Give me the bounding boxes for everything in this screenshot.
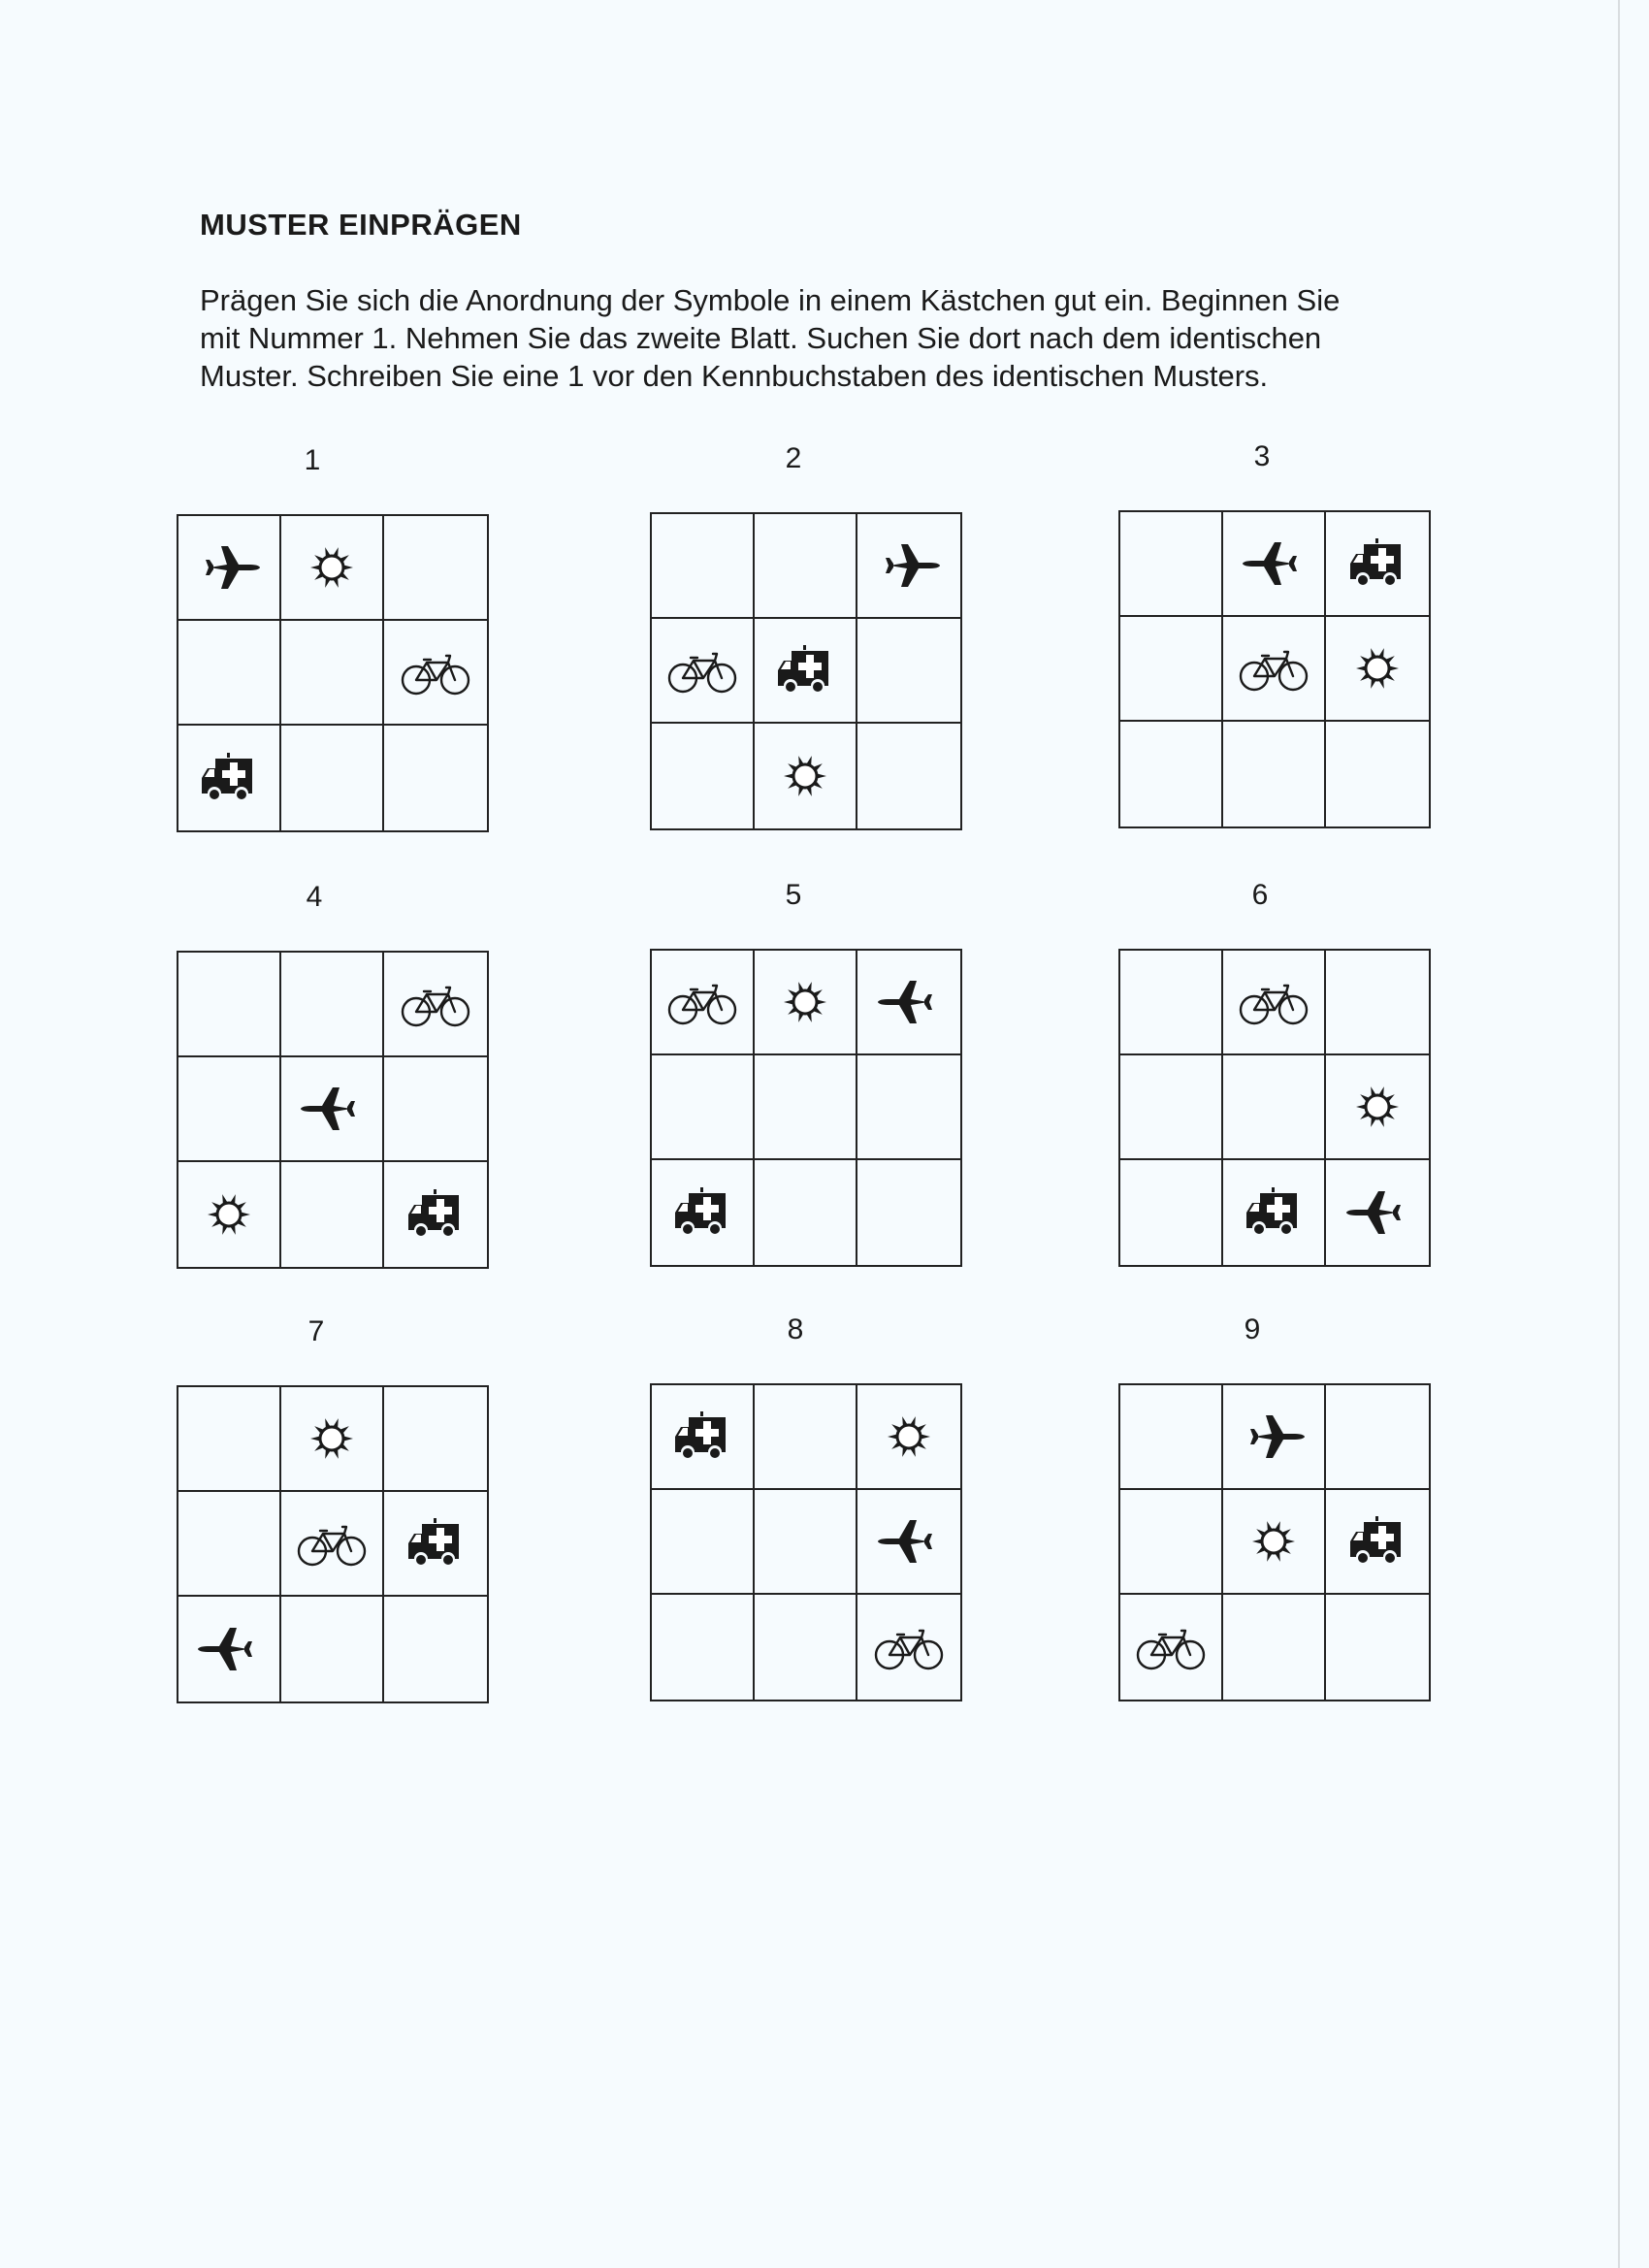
ambulance-icon — [395, 1514, 476, 1572]
bicycle-icon — [291, 1514, 372, 1572]
grid-cell — [1326, 1055, 1429, 1160]
grid-cell — [178, 1387, 281, 1492]
grid-cell — [755, 1595, 857, 1700]
grid-cell — [178, 1597, 281, 1701]
puzzle-number: 1 — [304, 444, 321, 476]
grid-cell — [178, 1057, 281, 1162]
symbol-grid — [177, 514, 489, 832]
grid-cell — [652, 1385, 755, 1490]
sun-icon — [764, 747, 846, 805]
bicycle-icon — [1233, 973, 1314, 1031]
symbol-grid — [650, 949, 962, 1267]
ambulance-icon — [1337, 535, 1418, 593]
grid-cell — [384, 1162, 487, 1267]
grid-cell — [652, 1490, 755, 1595]
grid-cell — [281, 621, 384, 726]
grid-cell — [1120, 512, 1223, 617]
grid-cell — [384, 1492, 487, 1597]
grid-cell — [384, 1597, 487, 1701]
grid-cell — [1326, 1160, 1429, 1265]
ambulance-icon — [662, 1408, 743, 1466]
symbol-grid — [650, 1383, 962, 1701]
grid-cell — [281, 1057, 384, 1162]
grid-cell — [755, 619, 857, 724]
airplane-left-icon — [868, 973, 950, 1031]
grid-cell — [857, 1490, 960, 1595]
grid-cell — [1223, 1160, 1326, 1265]
grid-cell — [281, 1387, 384, 1492]
page-title: MUSTER EINPRÄGEN — [200, 208, 522, 242]
grid-cell — [1223, 951, 1326, 1055]
grid-cell — [1120, 1055, 1223, 1160]
grid-cell — [1120, 1595, 1223, 1700]
bicycle-icon — [662, 973, 743, 1031]
symbol-grid — [1118, 1383, 1431, 1701]
grid-cell — [178, 953, 281, 1057]
grid-cell — [178, 726, 281, 830]
grid-cell — [755, 724, 857, 828]
grid-cell — [178, 1492, 281, 1597]
page-edge — [1618, 0, 1620, 2268]
grid-cell — [281, 953, 384, 1057]
grid-cell — [652, 951, 755, 1055]
bicycle-icon — [662, 641, 743, 699]
grid-cell — [1120, 951, 1223, 1055]
grid-cell — [652, 1160, 755, 1265]
grid-cell — [1120, 617, 1223, 722]
bicycle-icon — [395, 975, 476, 1033]
grid-cell — [384, 621, 487, 726]
grid-cell — [384, 726, 487, 830]
grid-cell — [755, 1490, 857, 1595]
grid-cell — [1223, 512, 1326, 617]
grid-cell — [755, 1385, 857, 1490]
sun-icon — [291, 1409, 372, 1468]
puzzle-number: 3 — [1253, 440, 1271, 472]
instruction-line: Prägen Sie sich die Anordnung der Symbole in einem Kästchen gut ein. Beginnen Sie — [200, 283, 1341, 317]
airplane-left-icon — [1233, 535, 1314, 593]
symbol-grid — [177, 1385, 489, 1703]
grid-cell — [1326, 1595, 1429, 1700]
symbol-grid — [1118, 510, 1431, 828]
ambulance-icon — [395, 1185, 476, 1244]
grid-cell — [652, 619, 755, 724]
grid-cell — [857, 1055, 960, 1160]
grid-cell — [652, 1055, 755, 1160]
instruction-line: Muster. Schreiben Sie eine 1 vor den Kennbuchstaben des identischen Musters. — [200, 359, 1269, 393]
grid-cell — [857, 724, 960, 828]
grid-cell — [857, 1385, 960, 1490]
grid-cell — [1223, 722, 1326, 826]
grid-cell — [857, 951, 960, 1055]
airplane-right-icon — [1233, 1408, 1314, 1466]
symbol-grid — [1118, 949, 1431, 1267]
airplane-left-icon — [188, 1620, 270, 1678]
grid-cell — [1223, 617, 1326, 722]
puzzle-number: 8 — [787, 1313, 804, 1345]
grid-cell — [1326, 512, 1429, 617]
grid-cell — [755, 1055, 857, 1160]
grid-cell — [281, 1492, 384, 1597]
bicycle-icon — [395, 643, 476, 701]
grid-cell — [178, 621, 281, 726]
airplane-left-icon — [868, 1512, 950, 1571]
instruction-line: mit Nummer 1. Nehmen Sie das zweite Blatt. Suchen Sie dort nach dem identischen — [200, 321, 1322, 355]
sun-icon — [188, 1185, 270, 1244]
sun-icon — [1337, 1078, 1418, 1136]
grid-cell — [652, 1595, 755, 1700]
bicycle-icon — [1233, 639, 1314, 697]
grid-cell — [857, 514, 960, 619]
sun-icon — [1337, 639, 1418, 697]
grid-cell — [1120, 1490, 1223, 1595]
airplane-right-icon — [188, 538, 270, 597]
ambulance-icon — [764, 641, 846, 699]
grid-cell — [1326, 951, 1429, 1055]
grid-cell — [755, 1160, 857, 1265]
instructions — [200, 281, 1461, 395]
sun-icon — [1233, 1512, 1314, 1571]
grid-cell — [857, 619, 960, 724]
grid-cell — [384, 1387, 487, 1492]
grid-cell — [281, 1597, 384, 1701]
grid-cell — [1223, 1490, 1326, 1595]
puzzle-number: 7 — [307, 1315, 325, 1347]
airplane-left-icon — [291, 1080, 372, 1138]
grid-cell — [652, 724, 755, 828]
grid-cell — [384, 953, 487, 1057]
grid-cell — [652, 514, 755, 619]
symbol-grid — [177, 951, 489, 1269]
sun-icon — [291, 538, 372, 597]
grid-cell — [1223, 1595, 1326, 1700]
puzzle-number: 2 — [785, 442, 802, 474]
airplane-right-icon — [868, 536, 950, 595]
grid-cell — [755, 951, 857, 1055]
grid-cell — [1223, 1385, 1326, 1490]
ambulance-icon — [1337, 1512, 1418, 1571]
puzzle-number: 5 — [785, 879, 802, 911]
grid-cell — [857, 1160, 960, 1265]
grid-cell — [1120, 722, 1223, 826]
bicycle-icon — [868, 1618, 950, 1676]
puzzle-number: 4 — [306, 881, 323, 913]
grid-cell — [1120, 1160, 1223, 1265]
grid-cell — [281, 1162, 384, 1267]
puzzle-number: 9 — [1244, 1313, 1261, 1345]
grid-cell — [755, 514, 857, 619]
grid-cell — [384, 516, 487, 621]
grid-cell — [1326, 1385, 1429, 1490]
sun-icon — [868, 1408, 950, 1466]
grid-cell — [281, 726, 384, 830]
bicycle-icon — [1130, 1618, 1212, 1676]
grid-cell — [281, 516, 384, 621]
airplane-left-icon — [1337, 1183, 1418, 1242]
grid-cell — [1326, 1490, 1429, 1595]
grid-cell — [178, 1162, 281, 1267]
grid-cell — [1223, 1055, 1326, 1160]
grid-cell — [384, 1057, 487, 1162]
grid-cell — [1120, 1385, 1223, 1490]
symbol-grid — [650, 512, 962, 830]
grid-cell — [178, 516, 281, 621]
puzzle-number: 6 — [1251, 879, 1269, 911]
grid-cell — [1326, 617, 1429, 722]
ambulance-icon — [1233, 1183, 1314, 1242]
ambulance-icon — [188, 749, 270, 807]
ambulance-icon — [662, 1183, 743, 1242]
sun-icon — [764, 973, 846, 1031]
grid-cell — [857, 1595, 960, 1700]
grid-cell — [1326, 722, 1429, 826]
